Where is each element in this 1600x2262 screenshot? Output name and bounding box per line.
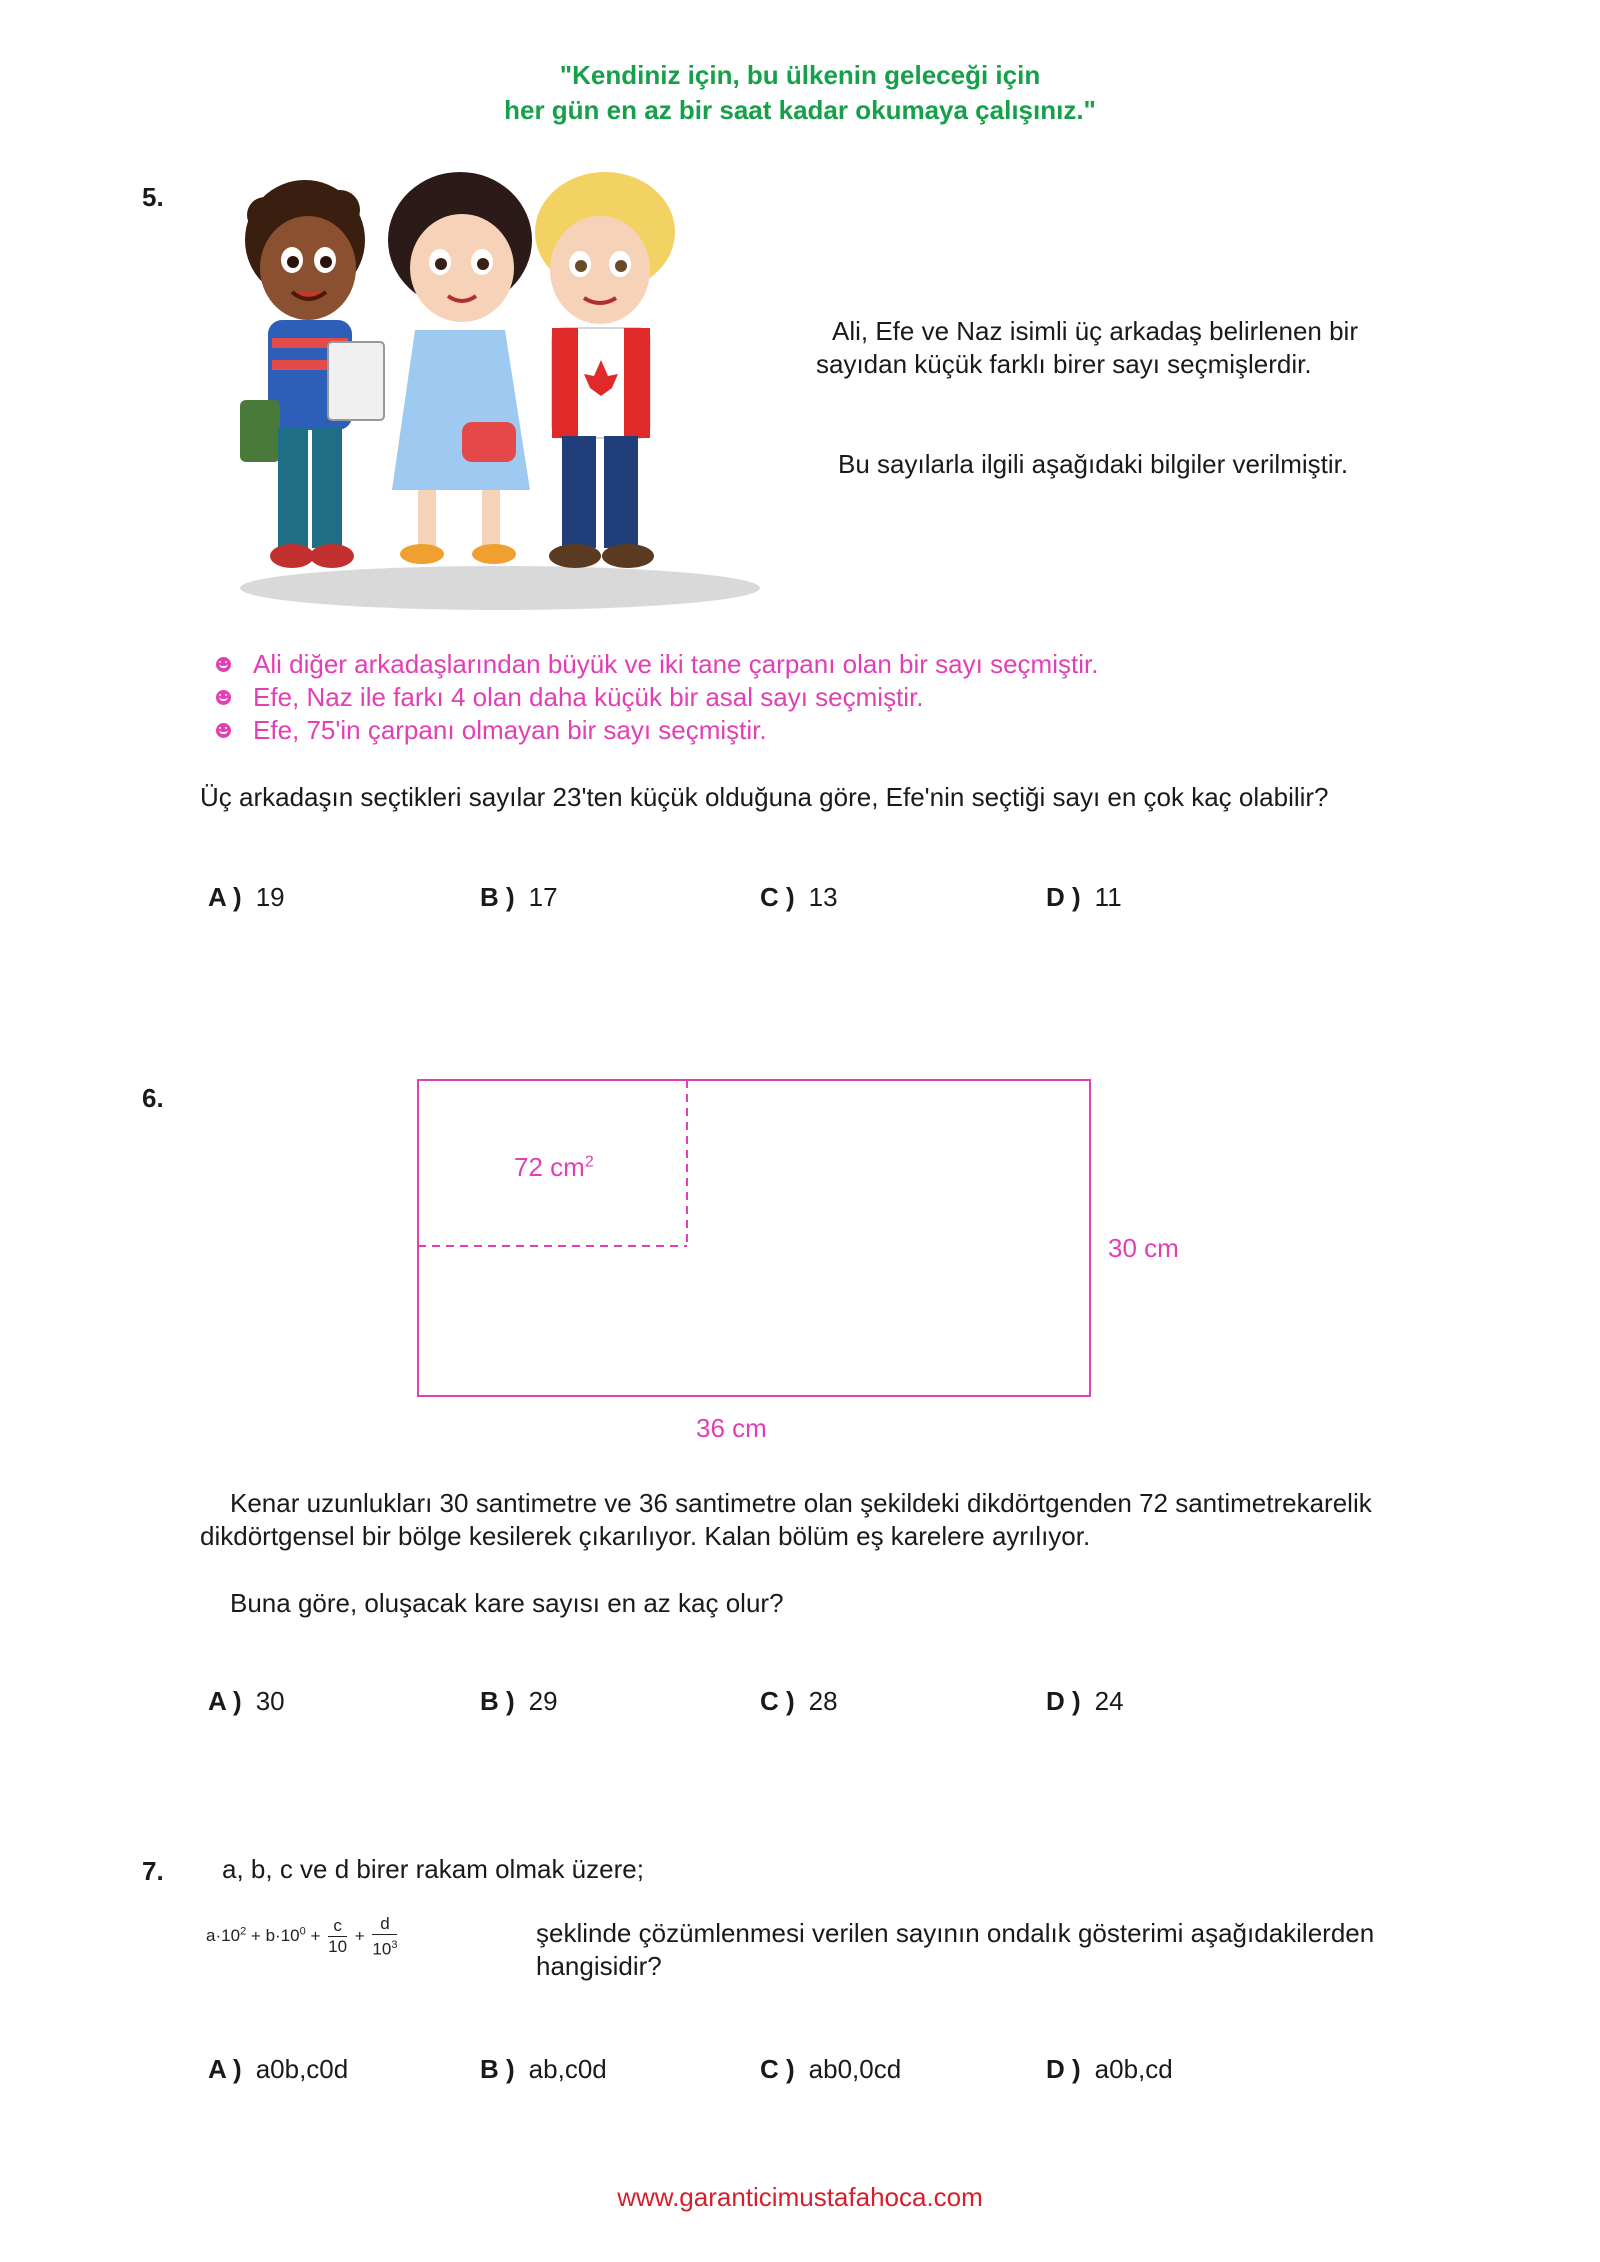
option-value: 24 bbox=[1094, 1686, 1124, 1716]
fraction-numerator: d bbox=[372, 1914, 397, 1935]
q7-formula: $a\cdot 10^2 + b\cdot 10^0$ + $\frac{c}{10}$ + $\frac{d}{10^3}$ bbox=[206, 1914, 398, 1959]
option-value: ab,c0d bbox=[528, 2054, 607, 2084]
formula-base: 10 bbox=[221, 1926, 241, 1946]
formula-term-2: $b\cdot 10^0$ bbox=[265, 1925, 306, 1946]
height-label: 30 cm bbox=[1108, 1233, 1179, 1263]
question-6-number: 6. bbox=[142, 1083, 164, 1113]
q7-intro: a, b, c ve d birer rakam olmak üzere; bbox=[222, 1854, 644, 1884]
option-letter: A ) bbox=[208, 882, 242, 912]
q5-question: Üç arkadaşın seçtikleri sayılar 23'ten küçük olduğuna göre, Efe'nin seçtiği sayı en çok kaç olabilir? bbox=[200, 782, 1329, 812]
option-value: 30 bbox=[255, 1686, 285, 1716]
option-letter: B ) bbox=[480, 1686, 515, 1716]
q6-rectangle-figure bbox=[410, 1070, 1110, 1410]
option-letter: A ) bbox=[208, 1686, 242, 1716]
child-right-figure bbox=[535, 172, 675, 568]
q5-option-d[interactable] bbox=[1046, 882, 1122, 913]
q5-option-b[interactable] bbox=[480, 882, 558, 913]
option-letter: B ) bbox=[480, 882, 515, 912]
smiley-bullet-icon bbox=[216, 723, 231, 738]
outer-rectangle bbox=[418, 1080, 1090, 1396]
option-letter: D ) bbox=[1046, 1686, 1081, 1716]
area-label-text: 72 cm bbox=[514, 1152, 585, 1182]
child-middle-figure bbox=[388, 172, 532, 564]
option-letter: C ) bbox=[760, 1686, 795, 1716]
q7-text-line-1: şeklinde çözümlenmesi verilen sayının ondalık gösterimi aşağıdakilerden bbox=[536, 1918, 1375, 1948]
q7-option-c[interactable] bbox=[760, 2054, 901, 2085]
fraction-denominator: 10 bbox=[328, 1937, 348, 1957]
three-children-illustration bbox=[200, 160, 780, 620]
option-value: a0b,c0d bbox=[255, 2054, 349, 2084]
ground-shadow bbox=[240, 566, 760, 610]
q6-text-line-2: dikdörtgensel bir bölge kesilerek çıkarılıyor. Kalan bölüm eş karelere ayrılıyor. bbox=[200, 1521, 1091, 1551]
option-value: a0b,cd bbox=[1094, 2054, 1173, 2084]
q5-clue-text: Efe, 75'in çarpanı olmayan bir sayı seçmiştir. bbox=[253, 715, 767, 745]
option-letter: B ) bbox=[480, 2054, 515, 2084]
q5-clue-item bbox=[216, 714, 1098, 747]
q6-option-d[interactable] bbox=[1046, 1686, 1124, 1717]
option-value: 29 bbox=[528, 1686, 558, 1716]
formula-term-1: $a\cdot 10^2$ bbox=[206, 1925, 247, 1946]
q5-clues-list bbox=[216, 648, 1098, 747]
q7-option-d[interactable] bbox=[1046, 2054, 1173, 2085]
fraction-denominator bbox=[372, 1935, 397, 1960]
q6-option-c[interactable] bbox=[760, 1686, 838, 1717]
q6-text-line-1: Kenar uzunlukları 30 santimetre ve 36 santimetre olan şekildeki dikdörtgenden 72 santimetrekarelik bbox=[230, 1488, 1372, 1518]
question-5-number: 5. bbox=[142, 182, 164, 212]
q5-intro-line-3: Bu sayılarla ilgili aşağıdaki bilgiler verilmiştir. bbox=[838, 449, 1349, 479]
q5-intro-line-1: Ali, Efe ve Naz isimli üç arkadaş belirlenen bir bbox=[832, 316, 1358, 346]
q5-intro-line-2: sayıdan küçük farklı birer sayı seçmişlerdir. bbox=[816, 349, 1312, 379]
option-letter: A ) bbox=[208, 2054, 242, 2084]
formula-base: 10 bbox=[372, 1939, 392, 1959]
option-letter: C ) bbox=[760, 882, 795, 912]
option-letter: C ) bbox=[760, 2054, 795, 2084]
formula-exponent: 0 bbox=[299, 1925, 306, 1938]
fraction-numerator: c bbox=[328, 1916, 347, 1937]
question-7-number: 7. bbox=[142, 1856, 164, 1886]
q6-question: Buna göre, oluşacak kare sayısı en az kaç olur? bbox=[230, 1588, 784, 1618]
formula-exponent: 3 bbox=[391, 1939, 398, 1951]
option-value: ab0,0cd bbox=[808, 2054, 902, 2084]
q5-option-c[interactable] bbox=[760, 882, 838, 913]
q5-clue-text: Efe, Naz ile farkı 4 olan daha küçük bir asal sayı seçmiştir. bbox=[253, 682, 924, 712]
option-value: 17 bbox=[528, 882, 558, 912]
q7-option-a[interactable] bbox=[208, 2054, 348, 2085]
header-quote-line-1: "Kendiniz için, bu ülkenin geleceği için bbox=[559, 60, 1041, 90]
footer-website-link[interactable]: www.garanticimustafahoca.com bbox=[617, 2182, 983, 2212]
area-label-exponent: 2 bbox=[584, 1153, 594, 1171]
q6-option-b[interactable] bbox=[480, 1686, 558, 1717]
smiley-bullet-icon bbox=[216, 657, 231, 672]
option-value: 11 bbox=[1094, 882, 1122, 912]
child-left-figure bbox=[240, 180, 384, 568]
formula-base: 10 bbox=[280, 1926, 300, 1946]
option-value: 13 bbox=[808, 882, 838, 912]
formula-fraction-c bbox=[328, 1916, 347, 1957]
smiley-bullet-icon bbox=[216, 690, 231, 705]
option-letter: D ) bbox=[1046, 2054, 1081, 2084]
q6-option-a[interactable] bbox=[208, 1686, 285, 1717]
formula-var-b: b bbox=[265, 1926, 276, 1946]
option-value: 19 bbox=[255, 882, 285, 912]
option-letter: D ) bbox=[1046, 882, 1081, 912]
q7-option-b[interactable] bbox=[480, 2054, 607, 2085]
q5-clue-item bbox=[216, 648, 1098, 681]
q5-option-a[interactable] bbox=[208, 882, 285, 913]
header-quote bbox=[0, 58, 1600, 128]
option-value: 28 bbox=[808, 1686, 838, 1716]
formula-fraction-d bbox=[372, 1914, 397, 1960]
area-label bbox=[514, 1152, 594, 1183]
header-quote-line-2: her gün en az bir saat kadar okumaya çalışınız." bbox=[504, 95, 1096, 125]
formula-exponent: 2 bbox=[240, 1925, 247, 1938]
q7-text-line-2: hangisidir? bbox=[536, 1951, 662, 1981]
formula-var-a: a bbox=[206, 1926, 216, 1946]
q5-clue-text: Ali diğer arkadaşlarından büyük ve iki tane çarpanı olan bir sayı seçmiştir. bbox=[253, 649, 1099, 679]
width-label: 36 cm bbox=[696, 1413, 767, 1443]
q5-clue-item bbox=[216, 681, 1098, 714]
